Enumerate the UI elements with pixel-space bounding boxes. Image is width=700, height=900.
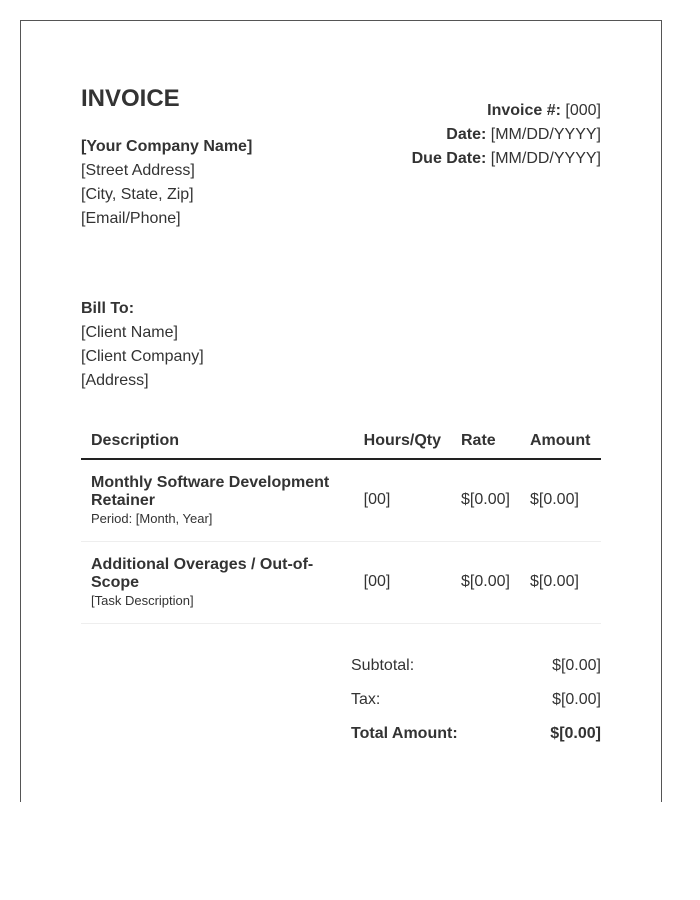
totals-block xyxy=(351,649,601,751)
tax-row xyxy=(351,683,601,717)
row-qty: [00] xyxy=(354,541,451,623)
company-contact: [Email/Phone] xyxy=(81,210,181,227)
row-rate: $[0.00] xyxy=(451,459,520,541)
tax-label: Tax: xyxy=(351,691,381,708)
header-rate: Rate xyxy=(451,423,520,459)
row-rate: $[0.00] xyxy=(451,541,520,623)
header-qty: Hours/Qty xyxy=(354,423,451,459)
invoice-date-value: [MM/DD/YYYY] xyxy=(490,126,601,143)
header-description: Description xyxy=(81,423,354,459)
row-amount: $[0.00] xyxy=(520,459,601,541)
header-amount: Amount xyxy=(520,423,601,459)
row-qty: [00] xyxy=(354,459,451,541)
total-value: $[0.00] xyxy=(550,725,601,742)
invoice-meta xyxy=(412,99,601,171)
invoice-number-row xyxy=(412,99,601,123)
invoice-due-label: Due Date: xyxy=(411,150,487,167)
item-title: Additional Overages / Out-of-Scope xyxy=(91,555,314,591)
table-header-row xyxy=(81,423,601,459)
item-subtitle: Period: [Month, Year] xyxy=(91,510,213,526)
row-description xyxy=(81,541,354,623)
row-description xyxy=(81,459,354,541)
client-company: [Client Company] xyxy=(81,348,204,365)
invoice-page xyxy=(20,20,662,802)
bill-to-block xyxy=(81,297,204,393)
invoice-number-value: [000] xyxy=(565,102,601,119)
company-city: [City, State, Zip] xyxy=(81,186,194,203)
total-row xyxy=(351,717,601,751)
item-title: Monthly Software Development Retainer xyxy=(91,473,330,509)
invoice-date-row xyxy=(412,123,601,147)
invoice-date-label: Date: xyxy=(446,126,487,143)
line-items-table xyxy=(81,423,601,624)
invoice-due-row xyxy=(412,147,601,171)
client-address: [Address] xyxy=(81,372,149,389)
company-name: [Your Company Name] xyxy=(81,138,253,155)
table-row xyxy=(81,541,601,623)
row-amount: $[0.00] xyxy=(520,541,601,623)
total-label: Total Amount: xyxy=(351,725,458,742)
table-row xyxy=(81,459,601,541)
subtotal-label: Subtotal: xyxy=(351,657,415,674)
tax-value: $[0.00] xyxy=(552,691,601,708)
bill-to-heading: Bill To: xyxy=(81,300,135,317)
invoice-due-value: [MM/DD/YYYY] xyxy=(490,150,601,167)
client-name: [Client Name] xyxy=(81,324,178,341)
invoice-title: INVOICE xyxy=(81,85,180,112)
subtotal-value: $[0.00] xyxy=(552,657,601,674)
company-street: [Street Address] xyxy=(81,162,195,179)
company-block xyxy=(81,135,252,231)
invoice-number-label: Invoice #: xyxy=(487,102,561,119)
item-subtitle: [Task Description] xyxy=(91,592,194,608)
subtotal-row xyxy=(351,649,601,683)
